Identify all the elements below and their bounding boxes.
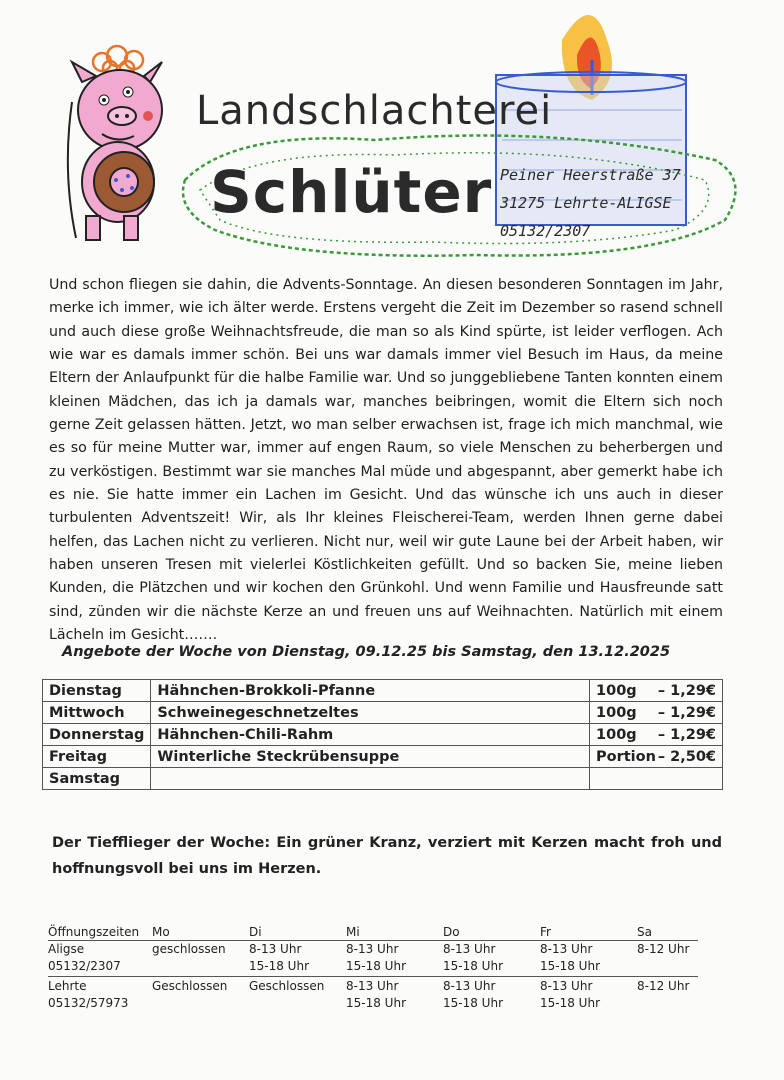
hours-mi: 15-18 Uhr <box>346 959 407 973</box>
offer-price: – 1,29€ <box>657 726 716 743</box>
hours-mo: geschlossen <box>152 942 226 956</box>
hours-sa: 8-12 Uhr <box>637 942 690 956</box>
offer-item: Hähnchen-Brokkoli-Pfanne <box>151 680 590 702</box>
hours-do: 15-18 Uhr <box>443 996 504 1010</box>
hours-mi: 8-13 Uhr <box>346 942 399 956</box>
offer-price: – 2,50€ <box>657 748 716 765</box>
hours-di: Geschlossen <box>249 979 325 993</box>
offer-day: Donnerstag <box>43 724 151 746</box>
hours-mo: Geschlossen <box>152 979 228 993</box>
table-row <box>43 680 723 702</box>
hours-do: 8-13 Uhr <box>443 942 496 956</box>
offer-item <box>151 768 590 790</box>
hours-mi: 8-13 Uhr <box>346 979 399 993</box>
offers-title: Angebote der Woche von Dienstag, 09.12.25 bis Samstag, den 13.12.2025 <box>62 644 671 660</box>
hours-di: 15-18 Uhr <box>249 959 310 973</box>
title-main: Schlüter <box>210 158 493 226</box>
offer-price: – 1,29€ <box>657 704 716 721</box>
hours-header: Sa <box>637 925 652 939</box>
title-top: Landschlachterei <box>196 88 553 134</box>
offer-unit: Portion <box>596 748 656 765</box>
hours-header: Fr <box>540 925 551 939</box>
offers-table <box>42 679 723 790</box>
hours-header: Öffnungszeiten <box>48 925 140 939</box>
address-city: 31275 Lehrte-ALIGSE <box>500 194 672 212</box>
hours-fr: 15-18 Uhr <box>540 996 601 1010</box>
offer-day: Dienstag <box>43 680 151 702</box>
offer-day: Freitag <box>43 746 151 768</box>
tiefflieger-text: Der Tiefflieger der Woche: Ein grüner Kranz, verziert mit Kerzen macht froh und hoffnungsvoll bei uns im Herzen. <box>52 835 722 877</box>
offer-day: Samstag <box>43 768 151 790</box>
hours-header-row <box>48 925 698 941</box>
offer-unit: 100g <box>596 682 637 699</box>
offer-item: Schweinegeschnetzeltes <box>151 702 590 724</box>
hours-sa: 8-12 Uhr <box>637 979 690 993</box>
hours-header: Mi <box>346 925 360 939</box>
location-phone: 05132/2307 <box>48 959 121 973</box>
offer-item: Hähnchen-Chili-Rahm <box>151 724 590 746</box>
offer-unit: 100g <box>596 726 637 743</box>
hours-fr: 15-18 Uhr <box>540 959 601 973</box>
offer-day: Mittwoch <box>43 702 151 724</box>
table-row <box>43 702 723 724</box>
hours-header: Di <box>249 925 262 939</box>
location-name: Aligse <box>48 942 85 956</box>
table-row <box>43 768 723 790</box>
hours-fr: 8-13 Uhr <box>540 942 593 956</box>
hours-row-aligse <box>48 941 698 977</box>
hours-fr: 8-13 Uhr <box>540 979 593 993</box>
offer-item: Winterliche Steckrübensuppe <box>151 746 590 768</box>
opening-hours-table <box>48 925 698 1013</box>
offer-price: – 1,29€ <box>657 682 716 699</box>
hours-header: Do <box>443 925 460 939</box>
table-row <box>43 746 723 768</box>
hours-row-lehrte <box>48 977 698 1013</box>
hours-mi: 15-18 Uhr <box>346 996 407 1010</box>
hours-di: 8-13 Uhr <box>249 942 302 956</box>
address-street: Peiner Heerstraße 37 <box>500 166 681 184</box>
hours-header: Mo <box>152 925 170 939</box>
table-row <box>43 724 723 746</box>
phone-number: 05132/2307 <box>500 222 591 240</box>
location-name: Lehrte <box>48 979 87 993</box>
offer-unit: 100g <box>596 704 637 721</box>
location-phone: 05132/57973 <box>48 996 129 1010</box>
pig-mascot-icon <box>62 42 182 252</box>
hours-do: 8-13 Uhr <box>443 979 496 993</box>
hours-do: 15-18 Uhr <box>443 959 504 973</box>
intro-paragraph: Und schon fliegen sie dahin, die Advents-Sonntage. An diesen besonderen Sonntagen im Jahr, merke ich immer, wie ich älter werde. Erstens vergeht die Zeit im Dezember so rasend schnell und auch diese große Weihnachtsfreude, die man so als Kind spürte, ist leider verflogen. Ach wie war es damals immer schön. Bei uns war damals immer viel Besuch im Haus, da meine Eltern der Anlaufpunkt für die halbe Familie war. Und so junggebliebene Tanten konnten einem kleinen Mädchen, das ich ja damals war, manches beibringen, womit die Eltern sich noch gerne Zeit gelassen hätten. Jetzt, wo man selber erwachsen ist, frage ich mich manchmal, wie es so für meine Mutter war, immer auf engen Raum, so viele Menschen zu beherbergen und zu verköstigen. Bestimmt war sie manches Mal müde und abgespannt, aber gemerkt habe ich es nie. Sie hatte immer ein Lachen im Gesicht. Und das wünsche ich uns auch in dieser turbulenten Adventszeit! Wir, als Ihr kleines Fleischerei-Team, werden Ihnen gerne dabei helfen, das Lachen nicht zu verlieren. Nicht nur, weil wir gute Laune bei der Arbeit haben, wir haben unseren Tresen mit vielerlei Köstlichkeiten gefüllt. Und so backen Sie, meine lieben Kunden, die Plätzchen und wir kochen den Grünkohl. Und wenn Familie und Hausfreunde satt sind, zünden wir die nächste Kerze an und freuen uns auf Weihnachten. Natürlich mit einem Lächeln im Gesicht……. <box>49 277 723 644</box>
